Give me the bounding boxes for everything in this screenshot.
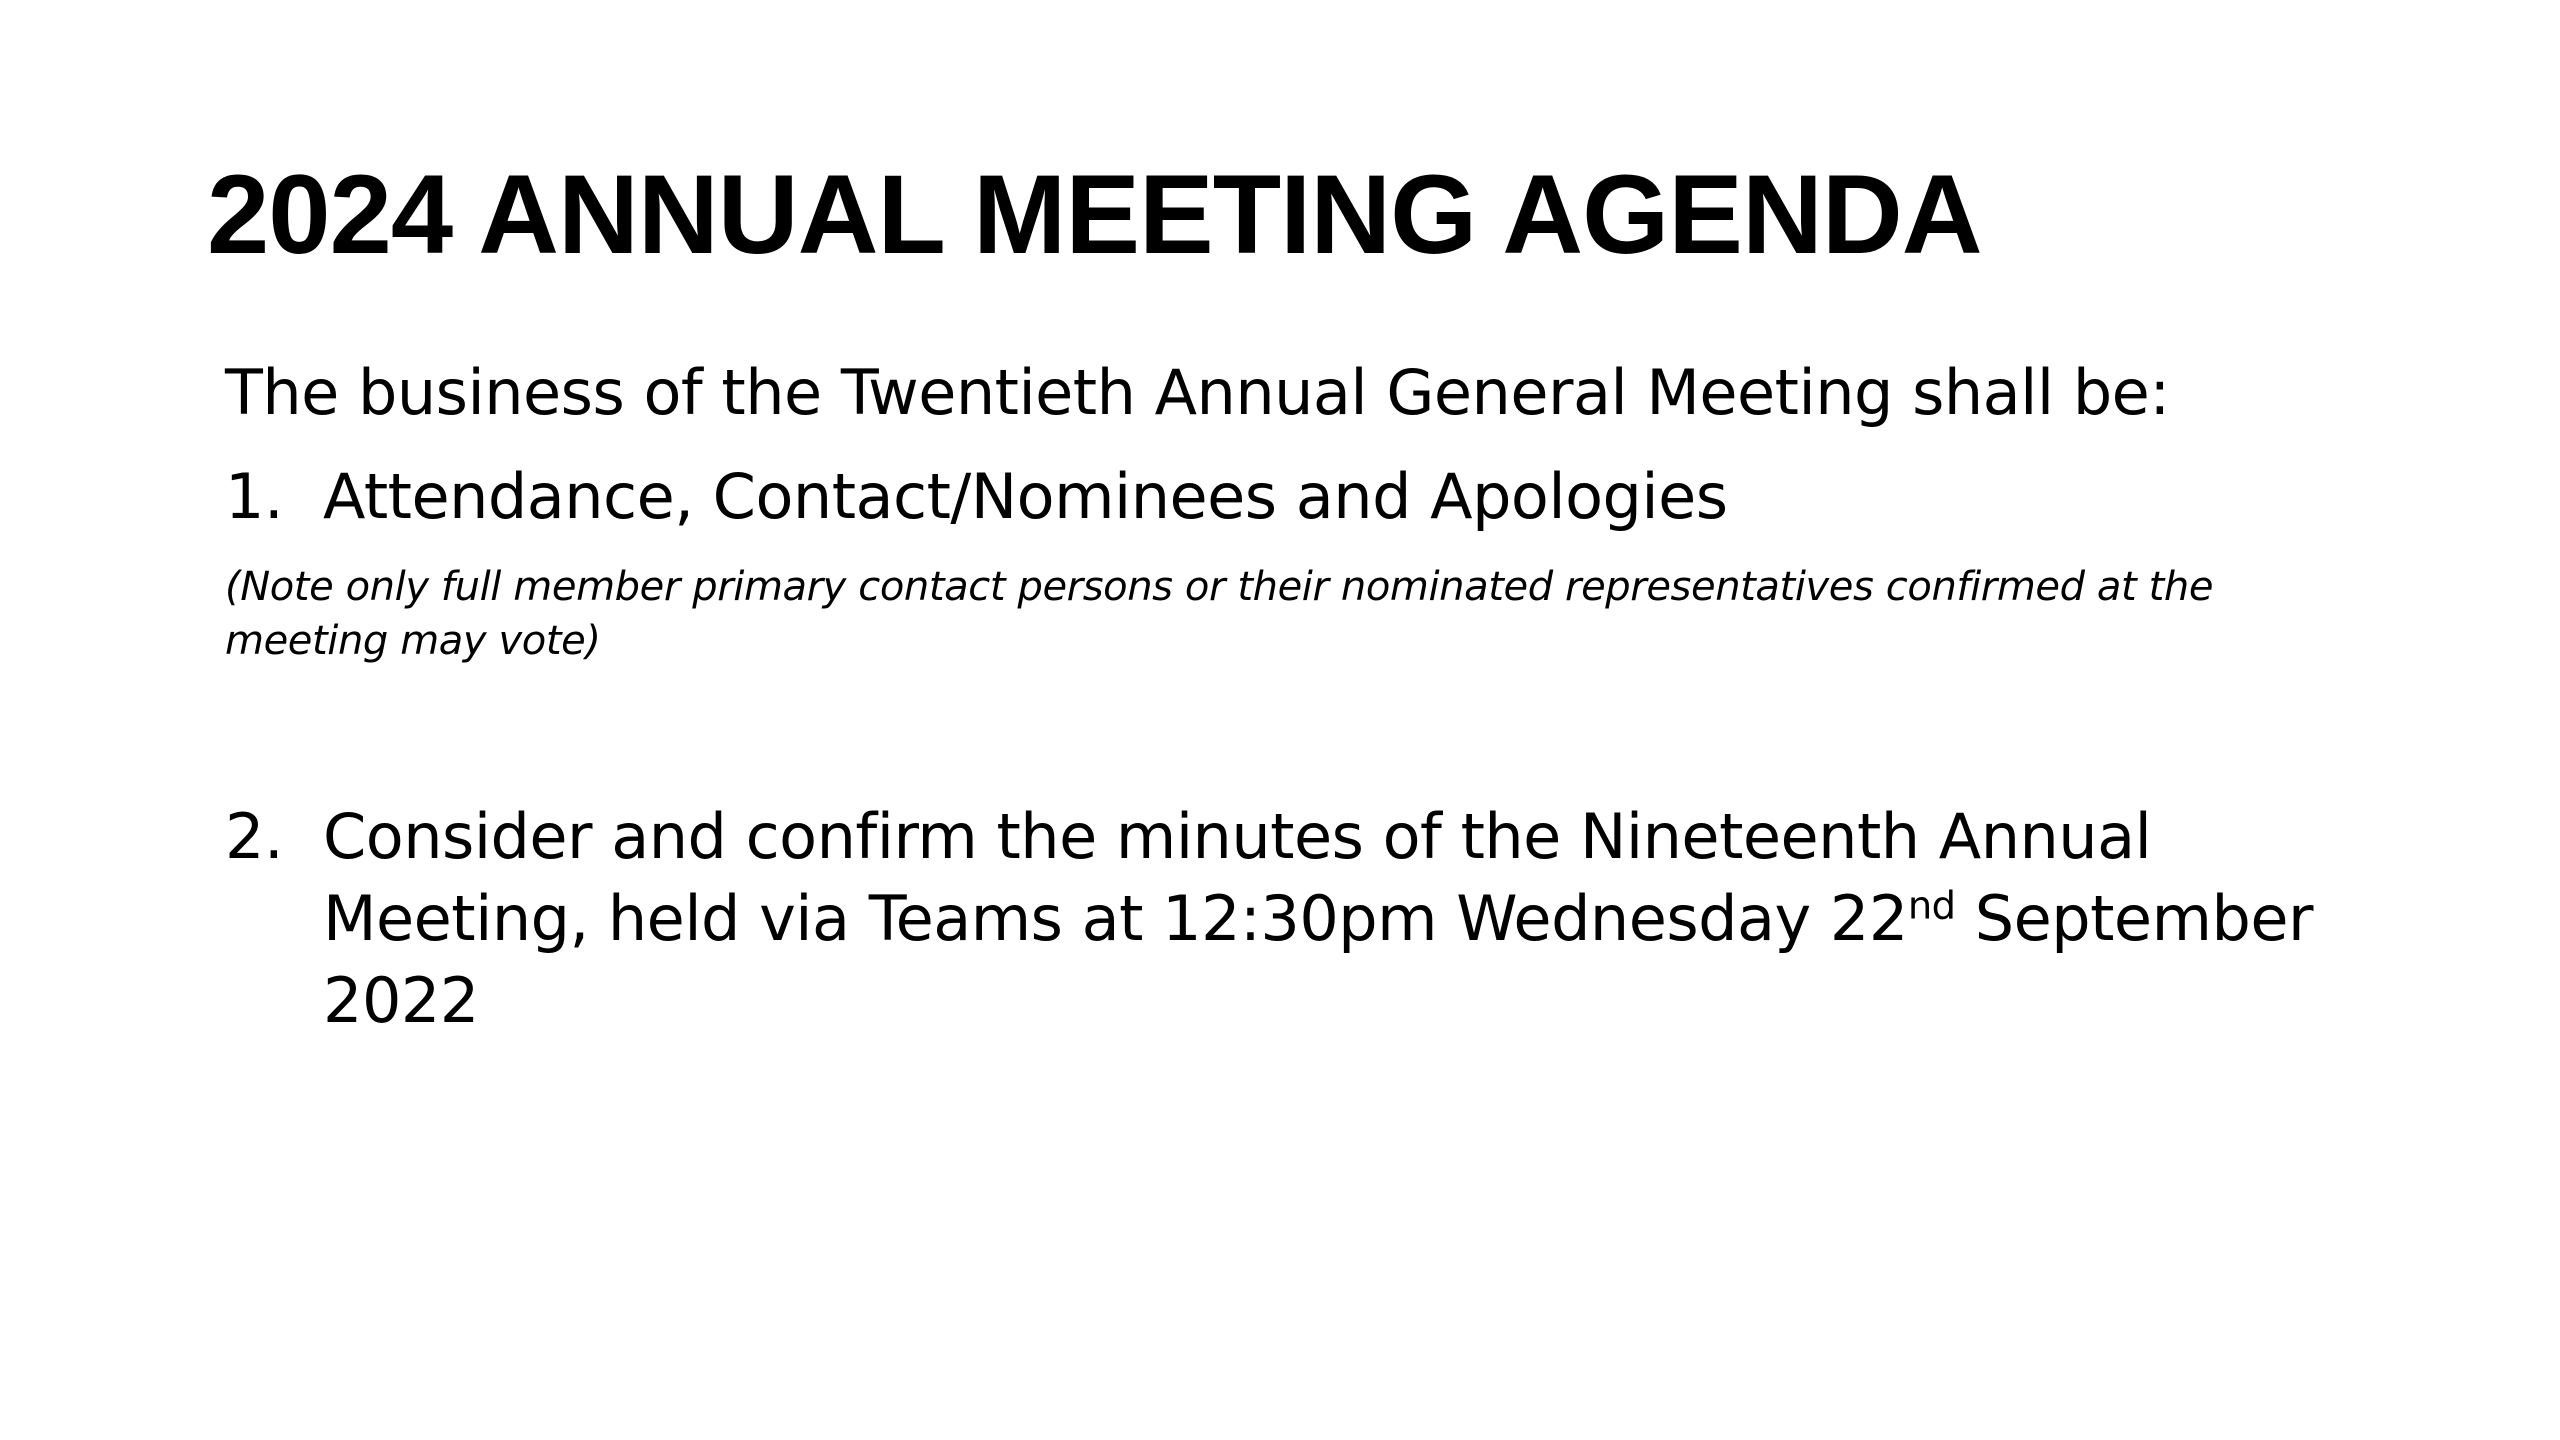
- ordinal-suffix: nd: [1907, 883, 1956, 929]
- agenda-item-number: 2.: [225, 800, 284, 873]
- agenda-item-1: [225, 456, 2425, 538]
- agenda-item-text-part: September 2022: [323, 882, 2313, 1037]
- agenda-item-2: [225, 796, 2425, 1042]
- slide-title: 2024 ANNUAL MEETING AGENDA: [207, 152, 1982, 277]
- intro-text: The business of the Twentieth Annual General Meeting shall be:: [225, 356, 2170, 429]
- agenda-item-text: Attendance, Contact/Nominees and Apologies: [323, 460, 1728, 533]
- agenda-item-text-part: Consider and confirm the minutes of the Nineteenth Annual Meeting, held via Teams at 12:30pm Wednesday 22: [323, 800, 2152, 955]
- voting-note: (Note only full member primary contact persons or their nominated representatives confirmed at the meeting may vote): [225, 564, 2214, 664]
- agenda-item-number: 1.: [225, 460, 284, 533]
- slide-body: [225, 348, 2425, 1042]
- agenda-item-text: [323, 796, 2425, 1042]
